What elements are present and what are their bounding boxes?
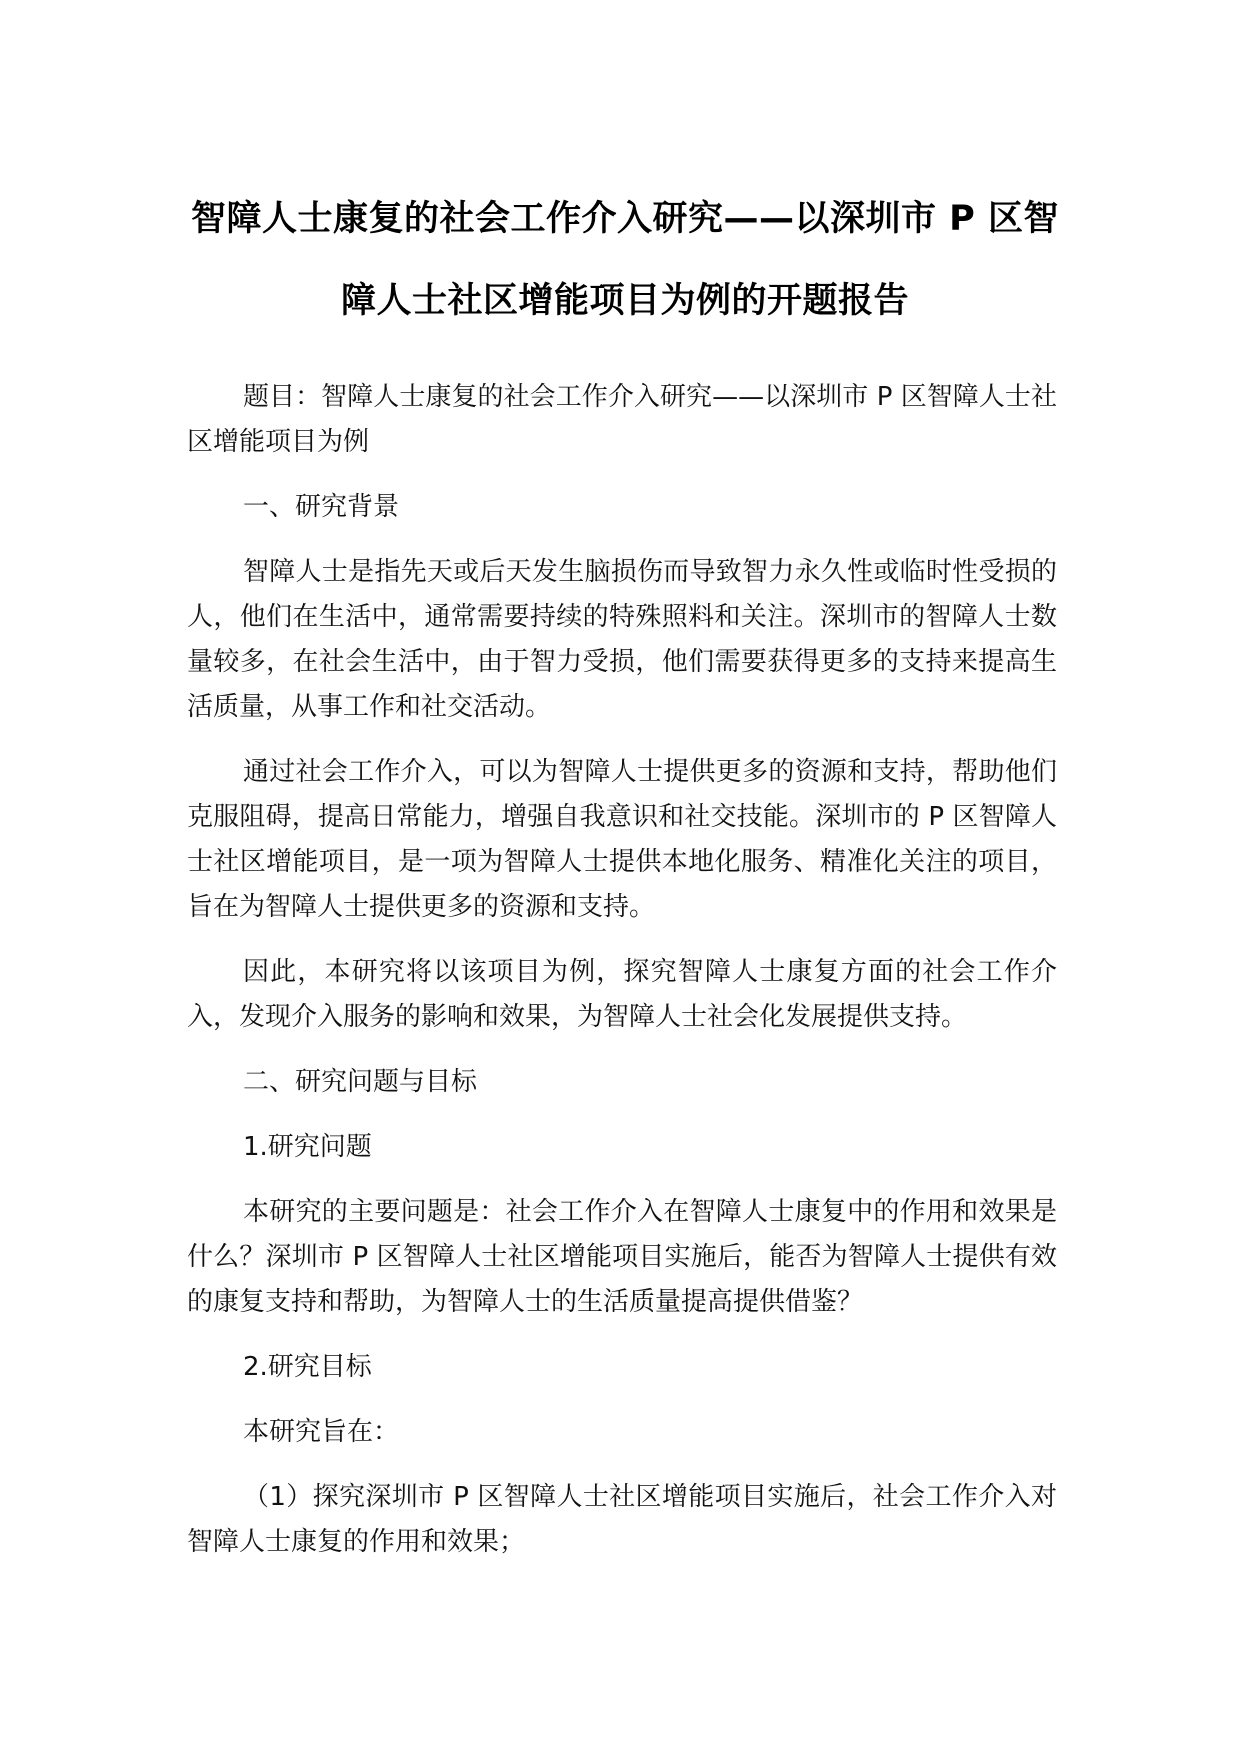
- subheading-research-goal: 2.研究目标: [243, 1352, 372, 1382]
- topic-paragraph: 题目：智障人士康复的社会工作介入研究——以深圳市 P 区智障人士社区增能项目为例: [187, 382, 1057, 457]
- background-paragraph-1: 智障人士是指先天或后天发生脑损伤而导致智力永久性或临时性受损的人，他们在生活中，通常需要持续的特殊照料和关注。深圳市的智障人士数量较多，在社会生活中，由于智力受损，他们需要获得更多的支持来提高生活质量，从事工作和社交活动。: [187, 557, 1057, 722]
- research-goal-intro: 本研究旨在：: [243, 1417, 400, 1447]
- section-heading-questions-goals: 二、研究问题与目标: [243, 1067, 478, 1097]
- subheading-research-question: 1.研究问题: [243, 1132, 372, 1162]
- background-paragraph-3: 因此，本研究将以该项目为例，探究智障人士康复方面的社会工作介入，发现介入服务的影响和效果，为智障人士社会化发展提供支持。: [187, 957, 1057, 1032]
- research-goal-item-1: （1）探究深圳市 P 区智障人士社区增能项目实施后，社会工作介入对智障人士康复的作用和效果；: [187, 1482, 1057, 1557]
- document-body: [187, 375, 1057, 1585]
- document-title: 智障人士康复的社会工作介入研究——以深圳市 P 区智障人士社区增能项目为例的开题报告: [190, 199, 1060, 321]
- research-question-paragraph: 本研究的主要问题是：社会工作介入在智障人士康复中的作用和效果是什么？深圳市 P 区智障人士社区增能项目实施后，能否为智障人士提供有效的康复支持和帮助，为智障人士的生活质量提高提供借鉴？: [187, 1197, 1057, 1317]
- background-paragraph-2: 通过社会工作介入，可以为智障人士提供更多的资源和支持，帮助他们克服阻碍，提高日常能力，增强自我意识和社交技能。深圳市的 P 区智障人士社区增能项目，是一项为智障人士提供本地化服务、精准化关注的项目，旨在为智障人士提供更多的资源和支持。: [187, 757, 1057, 922]
- section-heading-background: 一、研究背景: [243, 492, 400, 522]
